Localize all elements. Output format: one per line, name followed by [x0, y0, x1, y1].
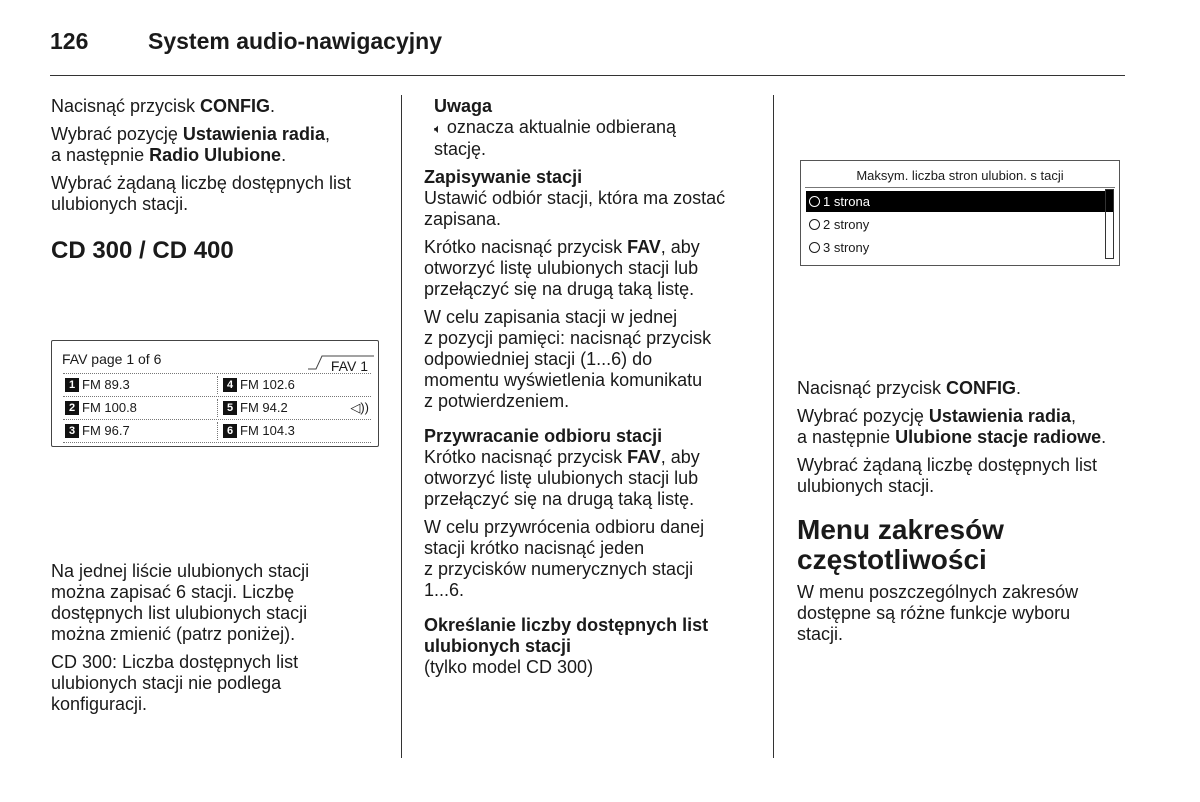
paragraph-select-option-2: Wybrać pozycję Ustawienia radia, a następnie Ulubione stacje radiowe. — [797, 406, 1107, 447]
radio-icon — [809, 219, 820, 230]
note-text: 🔈︎ oznacza aktualnie odbieraną stację. — [434, 117, 676, 159]
section-heading-cd300-cd400: CD 300 / CD 400 — [51, 237, 234, 264]
fav-tab-label: FAV 1 — [330, 358, 368, 374]
column-3 — [797, 378, 1137, 652]
column-1 — [51, 96, 391, 265]
fav-screen-illustration — [51, 340, 379, 447]
paragraph-saving-2: Krótko nacisnąć przycisk FAV, aby otworzyć listę ulubionych stacji lub przełączyć się na drugą taką listę. — [424, 237, 700, 299]
paragraph-config: Nacisnąć przycisk CONFIG. — [51, 96, 276, 116]
section-title-count: Określanie liczby dostępnych list ulubionych stacji — [424, 615, 709, 656]
fav-row — [63, 373, 371, 396]
paragraph-choose-count: Wybrać żądaną liczbę dostępnych list ulubionych stacji. — [51, 173, 351, 214]
paragraph-config-2: Nacisnąć przycisk CONFIG. — [797, 378, 1022, 398]
column-1-lower — [51, 561, 391, 722]
note-box — [434, 96, 764, 160]
fav-station: 2 FM 100.8 — [65, 400, 137, 415]
fav-station: 5 FM 94.2 — [223, 400, 288, 415]
paragraph-cd300-note: CD 300: Liczba dostępnych list ulubionych stacji nie podlega konfiguracji. — [51, 652, 299, 714]
option-3-pages: 3 strony — [806, 237, 1105, 258]
screen-scrollbar — [1105, 189, 1114, 259]
option-2-pages: 2 strony — [806, 214, 1105, 235]
fav-screen-header: FAV page 1 of 6 — [62, 351, 162, 367]
speaker-icon: ◁)) — [350, 400, 369, 415]
section-title-restoring: Przywracanie odbioru stacji — [424, 426, 663, 446]
fav-row — [63, 419, 371, 443]
section-heading-frequency-menu: Menu zakresów częstotliwości — [797, 514, 1004, 575]
fav-station: 1 FM 89.3 — [65, 377, 130, 392]
column-divider-1 — [401, 95, 402, 758]
fav-row — [63, 396, 371, 419]
column-divider-2 — [773, 95, 774, 758]
paragraph-select-option: Wybrać pozycję Ustawienia radia, a następnie Radio Ulubione. — [51, 124, 330, 165]
paragraph-restoring-1: Krótko nacisnąć przycisk FAV, aby otworzyć listę ulubionych stacji lub przełączyć się na drugą taką listę. — [424, 447, 700, 509]
header-rule — [50, 75, 1125, 76]
paragraph-frequency-menu: W menu poszczególnych zakresów dostępne są różne funkcje wyboru stacji. — [797, 582, 1079, 644]
section-title-saving: Zapisywanie stacji — [424, 167, 583, 187]
fav-station: 4 FM 102.6 — [223, 377, 295, 392]
paragraph-count-model: (tylko model CD 300) — [424, 657, 594, 677]
page-number: 126 — [50, 28, 89, 54]
radio-icon — [809, 196, 820, 207]
column-2 — [424, 96, 764, 685]
speaker-icon: 🔈︎ — [434, 121, 442, 136]
paragraph-six-stations: Na jednej liście ulubionych stacji można zapisać 6 stacji. Liczbę dostępnych list ulubionych stacji można zmienić (patrz poniżej). — [51, 561, 310, 644]
paragraph-restoring-2: W celu przywrócenia odbioru danej stacji krótko nacisnąć jeden z przycisków numerycznych stacji 1...6. — [424, 517, 705, 600]
fav-tab — [308, 350, 374, 374]
fav-station-list — [63, 373, 371, 443]
paragraph-saving-1: Ustawić odbiór stacji, która ma zostać zapisana. — [424, 188, 726, 229]
fav-station: 6 FM 104.3 — [223, 423, 295, 438]
option-1-page: 1 strona — [806, 191, 1105, 212]
paragraph-saving-3: W celu zapisania stacji w jednej z pozycji pamięci: nacisnąć przycisk odpowiedniej stacji (1...6) do momentu wyświetlenia komunikatu z potwierdzeniem. — [424, 307, 712, 411]
paragraph-choose-count-2: Wybrać żądaną liczbę dostępnych list ulubionych stacji. — [797, 455, 1097, 496]
page-header-title: System audio-nawigacyjny — [148, 28, 442, 54]
max-pages-screen-illustration — [800, 160, 1120, 266]
radio-icon — [809, 242, 820, 253]
max-pages-screen-title: Maksym. liczba stron ulubion. s tacji — [856, 168, 1064, 183]
note-title: Uwaga — [434, 96, 493, 116]
fav-station: 3 FM 96.7 — [65, 423, 130, 438]
